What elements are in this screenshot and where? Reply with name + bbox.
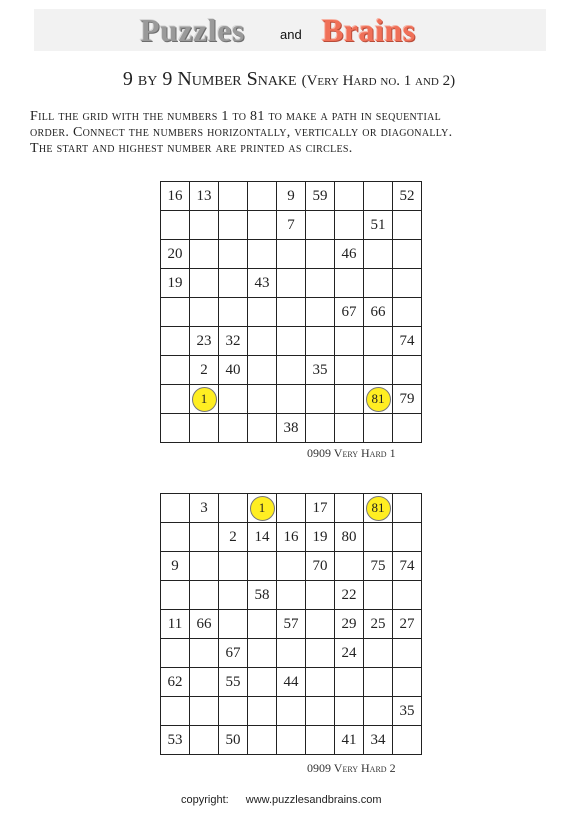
grid-cell[interactable]	[393, 211, 422, 240]
grid-row	[161, 494, 422, 523]
grid-cell[interactable]	[364, 523, 393, 552]
grid-cell[interactable]	[393, 726, 422, 755]
instruction-line: The start and highest number are printed as circles.	[30, 141, 353, 156]
grid-cell[interactable]	[306, 639, 335, 668]
grid-cell[interactable]	[277, 494, 306, 523]
grid-cell[interactable]	[335, 414, 364, 443]
grid-cell[interactable]	[335, 327, 364, 356]
grid-cell[interactable]	[219, 240, 248, 269]
grid-cell[interactable]	[219, 269, 248, 298]
grid-cell[interactable]: 57	[277, 610, 306, 639]
grid-cell[interactable]	[306, 581, 335, 610]
grid-cell[interactable]: 27	[393, 610, 422, 639]
grid-cell[interactable]: 24	[335, 639, 364, 668]
grid-cell[interactable]: 58	[248, 581, 277, 610]
grid-cell[interactable]	[248, 211, 277, 240]
logo-puzzles: Puzzles	[140, 12, 245, 48]
grid-row	[161, 639, 422, 668]
grid-row	[161, 581, 422, 610]
grid-cell[interactable]	[190, 668, 219, 697]
grid-cell[interactable]: 46	[335, 240, 364, 269]
grid-row	[161, 182, 422, 211]
grid-cell[interactable]	[306, 726, 335, 755]
grid-cell[interactable]: 38	[277, 414, 306, 443]
grid-cell[interactable]: 52	[393, 182, 422, 211]
grid-cell[interactable]: 43	[248, 269, 277, 298]
grid-row	[161, 327, 422, 356]
grid-cell[interactable]: 29	[335, 610, 364, 639]
grid-cell[interactable]	[393, 298, 422, 327]
grid-cell[interactable]: 70	[306, 552, 335, 581]
grid-cell[interactable]: 50	[219, 726, 248, 755]
grid-row	[161, 668, 422, 697]
grid-cell[interactable]: 62	[161, 668, 190, 697]
grid-cell[interactable]: 16	[161, 182, 190, 211]
grid-cell[interactable]: 13	[190, 182, 219, 211]
grid-cell[interactable]	[190, 552, 219, 581]
grid-cell[interactable]	[364, 414, 393, 443]
puzzle-caption-2: 0909 Very Hard 2	[307, 761, 396, 775]
title-main: 9 by 9 Number Snake	[122, 68, 297, 90]
grid-cell[interactable]	[306, 298, 335, 327]
grid-cell[interactable]: 9	[277, 182, 306, 211]
grid-cell[interactable]	[219, 211, 248, 240]
grid-cell[interactable]	[393, 269, 422, 298]
grid-cell[interactable]	[248, 182, 277, 211]
grid-cell[interactable]: 75	[364, 552, 393, 581]
grid-cell[interactable]	[277, 298, 306, 327]
grid-cell[interactable]: 79	[393, 385, 422, 414]
grid-cell[interactable]	[219, 182, 248, 211]
grid-cell[interactable]: 74	[393, 552, 422, 581]
grid-row	[161, 726, 422, 755]
grid-cell[interactable]: 9	[161, 552, 190, 581]
grid-cell[interactable]	[364, 385, 393, 414]
grid-cell[interactable]	[335, 552, 364, 581]
grid-cell[interactable]	[277, 639, 306, 668]
grid-cell[interactable]	[248, 356, 277, 385]
grid-cell[interactable]	[393, 414, 422, 443]
grid-cell[interactable]	[161, 298, 190, 327]
grid-cell[interactable]: 16	[277, 523, 306, 552]
start-circle: 1	[192, 387, 217, 412]
grid-cell[interactable]	[190, 726, 219, 755]
grid-cell[interactable]: 51	[364, 211, 393, 240]
grid-cell[interactable]	[364, 269, 393, 298]
grid-cell[interactable]	[335, 668, 364, 697]
grid-cell[interactable]	[393, 523, 422, 552]
grid-cell[interactable]	[219, 385, 248, 414]
grid-cell[interactable]	[335, 494, 364, 523]
grid-cell[interactable]: 17	[306, 494, 335, 523]
grid-cell[interactable]	[335, 182, 364, 211]
instructions	[30, 109, 560, 157]
grid-cell[interactable]: 25	[364, 610, 393, 639]
instruction-line: order. Connect the numbers horizontally, vertically or diagonally.	[30, 125, 453, 140]
grid-cell[interactable]	[190, 298, 219, 327]
grid-cell[interactable]: 74	[393, 327, 422, 356]
logo-brains: Brains	[322, 12, 416, 48]
grid-row	[161, 356, 422, 385]
grid-cell[interactable]	[161, 523, 190, 552]
grid-cell[interactable]: 20	[161, 240, 190, 269]
start-circle: 1	[250, 496, 275, 521]
grid-cell[interactable]: 11	[161, 610, 190, 639]
grid-cell[interactable]	[190, 240, 219, 269]
grid-cell[interactable]	[161, 385, 190, 414]
puzzle-grid-1	[160, 181, 422, 443]
website-link[interactable]: www.puzzlesandbrains.com	[245, 794, 382, 806]
grid-cell[interactable]	[190, 269, 219, 298]
grid-cell[interactable]	[364, 494, 393, 523]
logo-and: and	[280, 27, 302, 42]
grid-row	[161, 697, 422, 726]
grid-cell[interactable]	[306, 697, 335, 726]
grid-row	[161, 269, 422, 298]
grid-cell[interactable]	[393, 494, 422, 523]
grid-cell[interactable]	[335, 269, 364, 298]
grid-cell[interactable]: 66	[364, 298, 393, 327]
copyright-label: copyright:	[181, 794, 229, 806]
grid-row	[161, 610, 422, 639]
grid-cell[interactable]	[364, 581, 393, 610]
grid-cell[interactable]	[190, 581, 219, 610]
grid-cell[interactable]	[277, 581, 306, 610]
grid-cell[interactable]	[161, 494, 190, 523]
puzzle-caption-1: 0909 Very Hard 1	[307, 446, 396, 460]
grid-cell[interactable]: 2	[219, 523, 248, 552]
grid-cell[interactable]: 55	[219, 668, 248, 697]
end-circle: 81	[366, 387, 391, 412]
grid-cell[interactable]	[248, 298, 277, 327]
grid-cell[interactable]	[190, 639, 219, 668]
grid-cell[interactable]	[219, 581, 248, 610]
grid-row	[161, 211, 422, 240]
grid-cell[interactable]: 19	[306, 523, 335, 552]
grid-cell[interactable]: 35	[393, 697, 422, 726]
grid-row	[161, 385, 422, 414]
grid-cell[interactable]	[277, 327, 306, 356]
title-sub: (Very Hard no. 1 and 2)	[301, 73, 456, 89]
grid-cell[interactable]: 44	[277, 668, 306, 697]
grid-cell[interactable]	[219, 697, 248, 726]
grid-cell[interactable]	[248, 610, 277, 639]
grid-cell[interactable]: 53	[161, 726, 190, 755]
grid-cell[interactable]	[306, 414, 335, 443]
grid-cell[interactable]	[277, 356, 306, 385]
grid-cell[interactable]	[219, 610, 248, 639]
grid-cell[interactable]	[248, 385, 277, 414]
grid-cell[interactable]	[161, 697, 190, 726]
grid-cell[interactable]	[306, 240, 335, 269]
footer	[181, 794, 382, 806]
grid-cell[interactable]	[161, 414, 190, 443]
grid-cell[interactable]: 67	[219, 639, 248, 668]
end-circle: 81	[366, 496, 391, 521]
grid-cell[interactable]	[393, 356, 422, 385]
grid-cell[interactable]	[248, 414, 277, 443]
grid-cell[interactable]	[219, 298, 248, 327]
grid-cell[interactable]	[161, 356, 190, 385]
grid-cell[interactable]: 35	[306, 356, 335, 385]
grid-cell[interactable]: 40	[219, 356, 248, 385]
grid-cell[interactable]	[248, 240, 277, 269]
grid-row	[161, 523, 422, 552]
grid-cell[interactable]	[393, 668, 422, 697]
grid-cell[interactable]	[190, 385, 219, 414]
grid-cell[interactable]	[364, 697, 393, 726]
grid-cell[interactable]	[248, 639, 277, 668]
grid-cell[interactable]: 41	[335, 726, 364, 755]
grid-cell[interactable]	[248, 494, 277, 523]
grid-cell[interactable]	[190, 697, 219, 726]
page-title	[0, 68, 578, 91]
grid-cell[interactable]	[248, 726, 277, 755]
grid-cell[interactable]	[248, 697, 277, 726]
grid-cell[interactable]	[161, 327, 190, 356]
grid-cell[interactable]: 80	[335, 523, 364, 552]
puzzle-grid-2	[160, 493, 422, 755]
grid-cell[interactable]	[364, 639, 393, 668]
grid-cell[interactable]	[335, 211, 364, 240]
grid-cell[interactable]: 59	[306, 182, 335, 211]
grid-cell[interactable]	[248, 668, 277, 697]
grid-cell[interactable]	[335, 697, 364, 726]
grid-cell[interactable]	[306, 211, 335, 240]
grid-cell[interactable]	[277, 269, 306, 298]
grid-row	[161, 414, 422, 443]
grid-cell[interactable]	[335, 385, 364, 414]
grid-cell[interactable]	[277, 697, 306, 726]
grid-cell[interactable]	[335, 356, 364, 385]
grid-cell[interactable]: 2	[190, 356, 219, 385]
grid-cell[interactable]	[306, 668, 335, 697]
grid-cell[interactable]	[393, 581, 422, 610]
grid-row	[161, 298, 422, 327]
grid-row	[161, 552, 422, 581]
grid-cell[interactable]	[306, 610, 335, 639]
grid-row	[161, 240, 422, 269]
grid-cell[interactable]	[393, 240, 422, 269]
grid-cell[interactable]	[393, 639, 422, 668]
grid-cell[interactable]	[306, 269, 335, 298]
grid-cell[interactable]	[219, 552, 248, 581]
grid-cell[interactable]	[161, 639, 190, 668]
grid-cell[interactable]	[248, 327, 277, 356]
grid-cell[interactable]	[306, 385, 335, 414]
grid-cell[interactable]: 7	[277, 211, 306, 240]
grid-cell[interactable]	[277, 385, 306, 414]
grid-cell[interactable]	[364, 182, 393, 211]
grid-cell[interactable]: 14	[248, 523, 277, 552]
grid-cell[interactable]	[161, 211, 190, 240]
grid-cell[interactable]: 67	[335, 298, 364, 327]
grid-cell[interactable]	[364, 240, 393, 269]
grid-cell[interactable]	[161, 581, 190, 610]
grid-cell[interactable]	[190, 211, 219, 240]
grid-cell[interactable]: 22	[335, 581, 364, 610]
grid-cell[interactable]	[306, 327, 335, 356]
grid-cell[interactable]	[277, 240, 306, 269]
grid-cell[interactable]	[364, 327, 393, 356]
grid-cell[interactable]	[190, 523, 219, 552]
grid-cell[interactable]	[364, 356, 393, 385]
grid-cell[interactable]	[248, 552, 277, 581]
grid-cell[interactable]	[190, 414, 219, 443]
grid-cell[interactable]	[219, 414, 248, 443]
grid-cell[interactable]: 34	[364, 726, 393, 755]
grid-cell[interactable]: 32	[219, 327, 248, 356]
grid-cell[interactable]: 66	[190, 610, 219, 639]
grid-cell[interactable]	[277, 552, 306, 581]
grid-cell[interactable]: 23	[190, 327, 219, 356]
grid-cell[interactable]: 3	[190, 494, 219, 523]
grid-cell[interactable]	[277, 726, 306, 755]
grid-cell[interactable]	[219, 494, 248, 523]
instruction-line: Fill the grid with the numbers 1 to 81 to make a path in sequential	[30, 109, 442, 124]
grid-cell[interactable]	[364, 668, 393, 697]
grid-cell[interactable]: 19	[161, 269, 190, 298]
